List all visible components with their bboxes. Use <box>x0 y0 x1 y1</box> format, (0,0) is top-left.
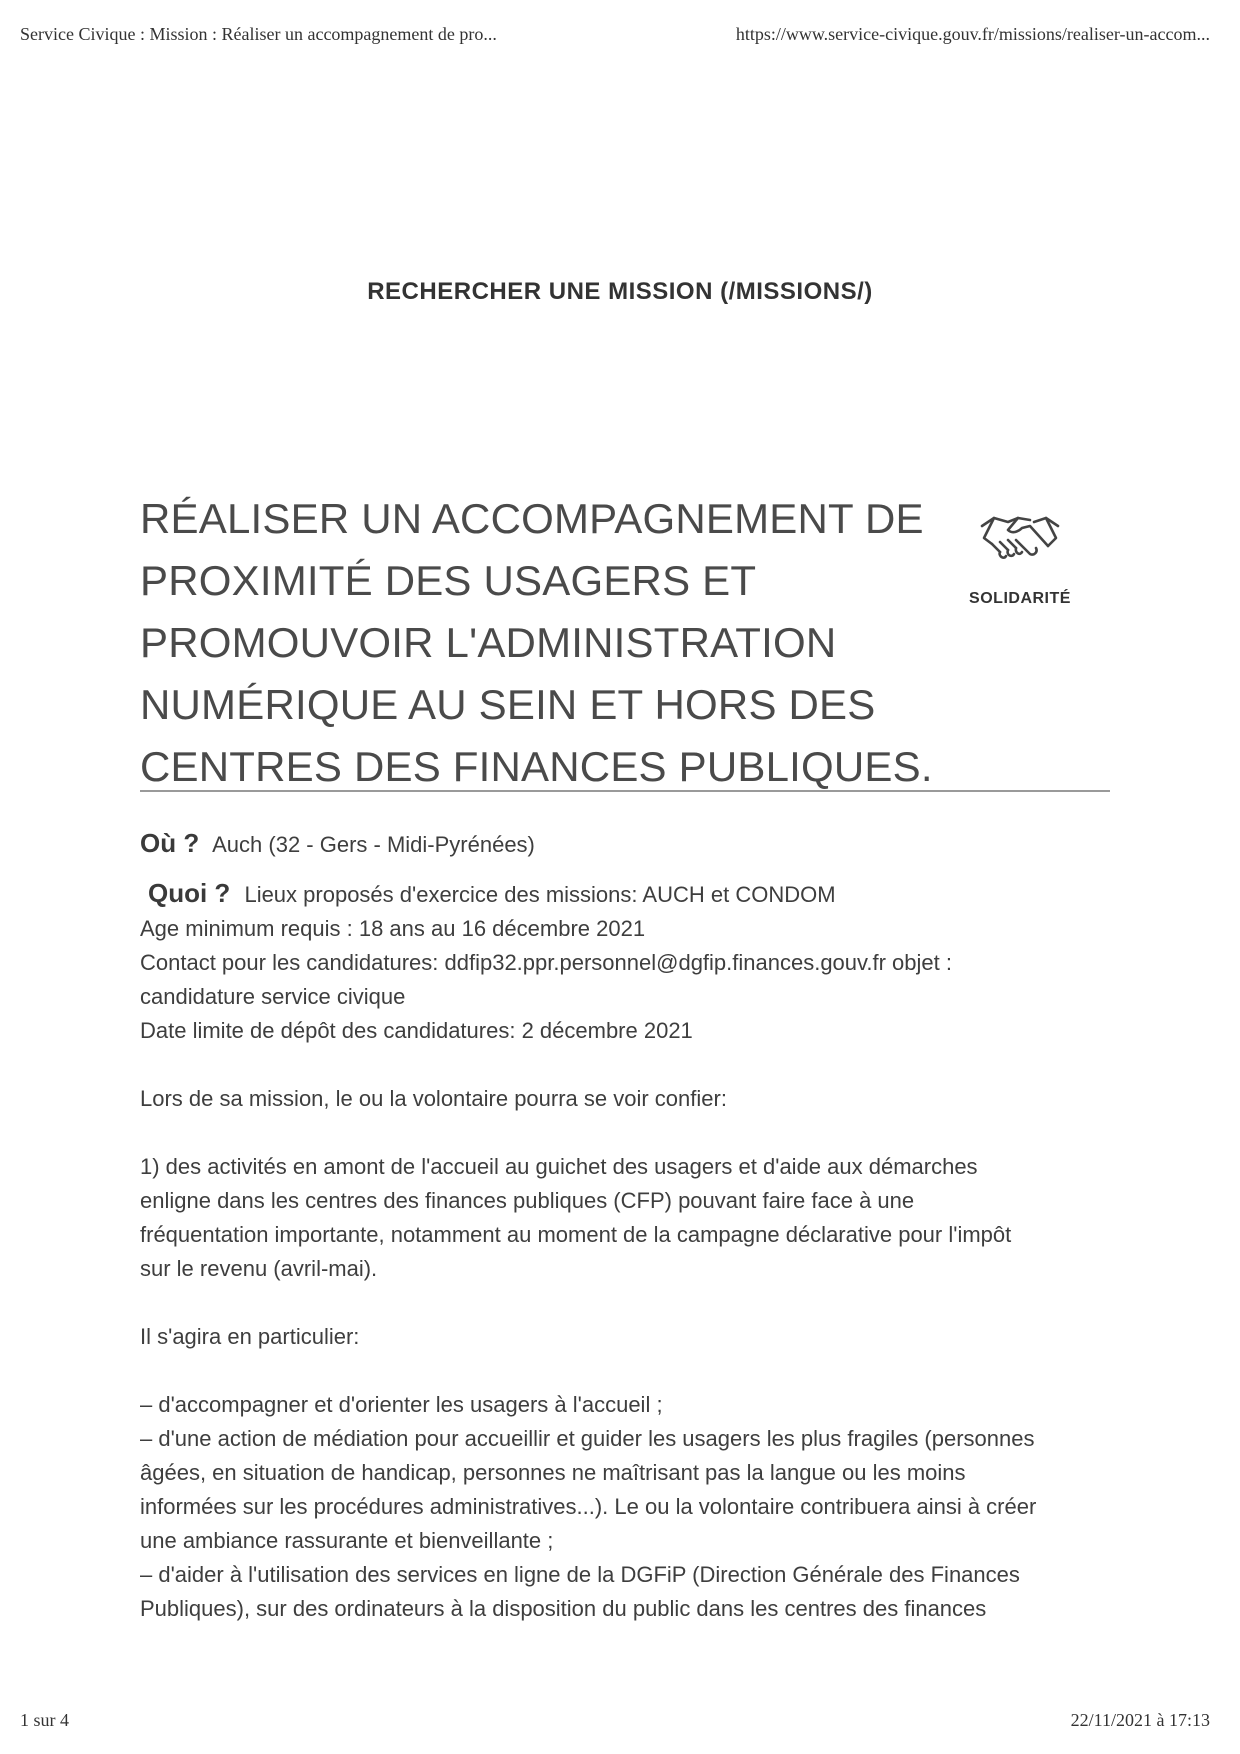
list-item: une ambiance rassurante et bienveillante ; <box>140 1528 554 1553</box>
list-item: – d'une action de médiation pour accueillir et guider les usagers les plus fragiles (personnes <box>140 1426 1035 1451</box>
mission-title-line: PROXIMITÉ DES USAGERS ET <box>140 557 757 604</box>
mission-intro: Lors de sa mission, le ou la volontaire pourra se voir confier: <box>140 1086 727 1111</box>
list-item: – d'accompagner et d'orienter les usagers à l'accueil ; <box>140 1392 663 1417</box>
what-section <box>140 876 1110 1048</box>
mission-title-line: PROMOUVOIR L'ADMINISTRATION <box>140 619 837 666</box>
where-label: Où ? <box>140 828 200 858</box>
activity-line: 1) des activités en amont de l'accueil au guichet des usagers et d'aide aux démarches <box>140 1154 978 1179</box>
mission-title-line: RÉALISER UN ACCOMPAGNEMENT DE <box>140 495 924 542</box>
task-list <box>140 1388 1110 1626</box>
activity-line: fréquentation importante, notamment au moment de la campagne déclarative pour l'impôt <box>140 1222 1012 1247</box>
list-item: informées sur les procédures administratives...). Le ou la volontaire contribuera ainsi à créer <box>140 1494 1037 1519</box>
what-line: candidature service civique <box>140 984 406 1009</box>
print-page-title: Service Civique : Mission : Réaliser un accompagnement de pro... <box>20 24 497 44</box>
mission-theme <box>950 508 1090 608</box>
print-url: https://www.service-civique.gouv.fr/missions/realiser-un-accom... <box>735 24 1210 44</box>
what-line: Lieux proposés d'exercice des missions: AUCH et CONDOM <box>244 882 836 907</box>
particular-intro: Il s'agira en particulier: <box>140 1324 360 1349</box>
where-row <box>140 826 1110 862</box>
theme-label: SOLIDARITÉ <box>969 590 1071 607</box>
what-line: Date limite de dépôt des candidatures: 2 décembre 2021 <box>140 1018 693 1043</box>
page-number: 1 sur 4 <box>20 1710 69 1730</box>
what-line: Age minimum requis : 18 ans au 16 décembre 2021 <box>140 916 646 941</box>
list-item: – d'aider à l'utilisation des services en ligne de la DGFiP (Direction Générale des Finances <box>140 1562 1020 1587</box>
print-datetime: 22/11/2021 à 17:13 <box>1070 1710 1210 1730</box>
title-divider <box>140 790 1110 792</box>
mission-title-line: CENTRES DES FINANCES PUBLIQUES. <box>140 743 933 790</box>
mission-title <box>140 488 940 798</box>
list-item: Publiques), sur des ordinateurs à la disposition du public dans les centres des finances <box>140 1596 987 1621</box>
where-value: Auch (32 - Gers - Midi-Pyrénées) <box>212 832 535 857</box>
activity-paragraph <box>140 1150 1110 1286</box>
activity-line: enligne dans les centres des finances publiques (CFP) pouvant faire face à une <box>140 1188 915 1213</box>
activity-line: sur le revenu (avril-mai). <box>140 1256 378 1281</box>
what-line: Contact pour les candidatures: ddfip32.ppr.personnel@dgfip.finances.gouv.fr objet : <box>140 950 952 975</box>
search-mission-link[interactable]: RECHERCHER UNE MISSION (/MISSIONS/) <box>367 278 873 305</box>
mission-title-line: NUMÉRIQUE AU SEIN ET HORS DES <box>140 681 876 728</box>
mission-details <box>140 826 1110 1626</box>
what-label: Quoi ? <box>148 878 231 908</box>
list-item: âgées, en situation de handicap, personnes ne maîtrisant pas la langue ou les moins <box>140 1460 966 1485</box>
handshake-icon <box>950 508 1090 568</box>
